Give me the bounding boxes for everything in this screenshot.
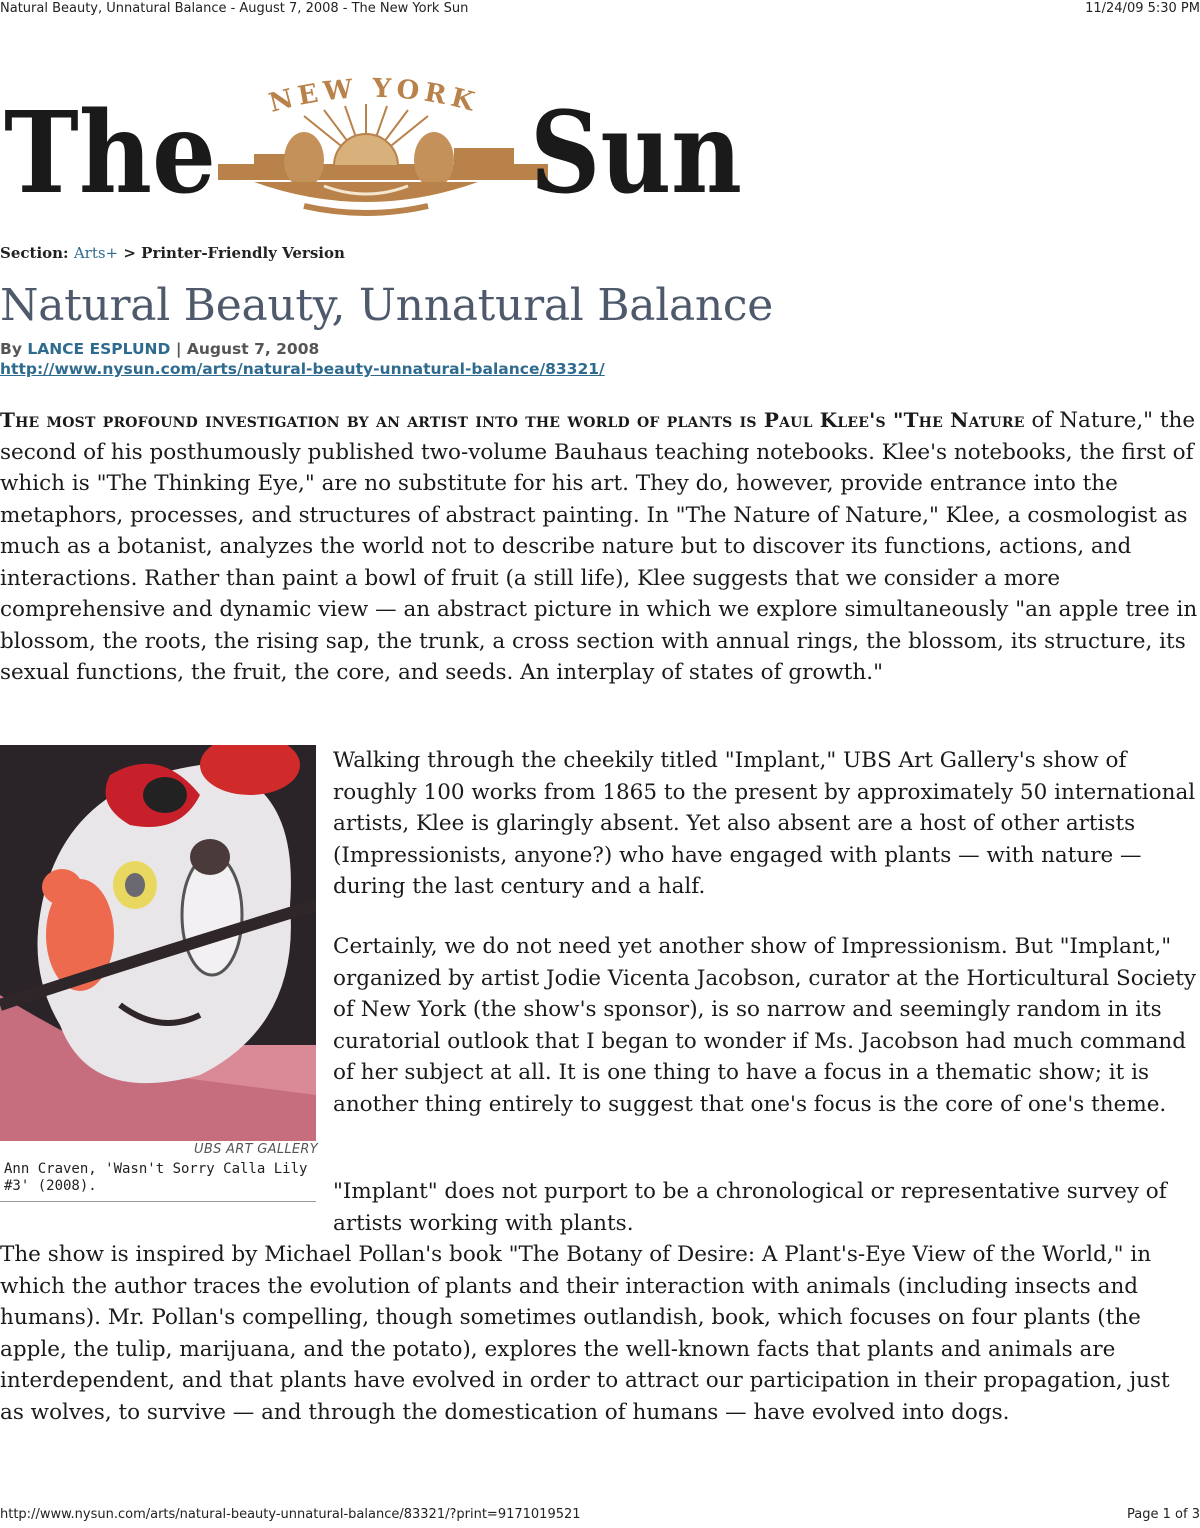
paragraph-2: Walking through the cheekily titled "Implant," UBS Art Gallery's show of roughly 100 works from 1865 to the present by approximately 50 international artists, Klee is glaringly absent. Yet also absent are a host of other artists (Impressionists, anyone?) who have engaged with plants — with nature — during the last century and a half. bbox=[333, 748, 1196, 899]
photo-credit: UBS ART GALLERY bbox=[194, 1142, 318, 1157]
print-header bbox=[0, 0, 1200, 20]
breadcrumb-link-arts[interactable]: Arts+ bbox=[73, 244, 119, 262]
print-header-timestamp: 11/24/09 5:30 PM bbox=[1085, 1, 1200, 16]
masthead-arch-text: NEW YORK bbox=[266, 74, 483, 119]
masthead-word-the: The bbox=[4, 88, 216, 219]
paragraph-4-start: "Implant" does not purport to be a chronological or representative survey of artists working with plants. bbox=[333, 1179, 1167, 1236]
breadcrumb-current: Printer-Friendly Version bbox=[141, 244, 345, 262]
masthead-emblem bbox=[218, 104, 548, 213]
print-header-title: Natural Beauty, Unnatural Balance - August 7, 2008 - The New York Sun bbox=[0, 1, 469, 16]
lead-smallcaps: The most profound investigation by an artist into the world of plants is Paul Klee's "The Nature bbox=[0, 408, 1025, 432]
lead-rest: of Nature," the second of his posthumously published two-volume Bauhaus teaching notebooks. Klee's notebooks, the first of which is "The Thinking Eye," are no substitute for his art. They do, however, provide entrance into the metaphors, processes, and structures of abstract painting. In "The Nature of Nature," Klee, a cosmologist as much as a botanist, analyzes the world not to describe nature but to discover its functions, actions, and interactions. Rather than paint a bowl of fruit (a still life), Klee suggests that we consider a more comprehensive and dynamic view — an abstract picture in which we explore simultaneously "an apple tree in blossom, the roots, the rising sap, the trunk, a cross section with annual rings, the blossom, its structure, its sexual functions, the fruit, the core, and seeds. An interplay of states of growth." bbox=[0, 408, 1198, 685]
author-link[interactable]: LANCE ESPLUND bbox=[27, 340, 171, 358]
print-footer-page: Page 1 of 3 bbox=[1127, 1507, 1200, 1522]
lead-paragraph bbox=[0, 405, 1200, 689]
painting-image[interactable] bbox=[0, 745, 316, 1141]
breadcrumb-separator: > bbox=[123, 244, 136, 262]
page-title: Natural Beauty, Unnatural Balance bbox=[0, 280, 774, 331]
breadcrumb-label: Section: bbox=[0, 244, 69, 262]
print-footer-url: http://www.nysun.com/arts/natural-beauty-unnatural-balance/83321/?print=9171019521 bbox=[0, 1507, 581, 1522]
paragraph-3: Certainly, we do not need yet another show of Impressionism. But "Implant," organized by artist Jodie Vicenta Jacobson, curator at the Horticultural Society of New York (the show's sponsor), is so narrow and seemingly random in its curatorial outlook that I began to wonder if Ms. Jacobson had much command of her subject at all. It is one thing to have a focus in a thematic show; it is another thing entirely to suggest that one's focus is the core of one's theme. bbox=[333, 934, 1197, 1117]
article-url-link[interactable]: http://www.nysun.com/arts/natural-beauty-unnatural-balance/83321/ bbox=[0, 360, 605, 378]
byline-by: By bbox=[0, 340, 22, 358]
byline-separator: | bbox=[175, 340, 182, 358]
breadcrumb bbox=[0, 244, 345, 262]
print-footer bbox=[0, 1507, 1200, 1527]
masthead-logo[interactable] bbox=[4, 74, 744, 222]
figure-caption: Ann Craven, 'Wasn't Sorry Calla Lily #3' (2008). bbox=[0, 1157, 316, 1202]
paragraph-4-continued: The show is inspired by Michael Pollan's book "The Botany of Desire: A Plant's-Eye View of the World," in which the author traces the evolution of plants and their interaction with animals (including insects and humans). Mr. Pollan's compelling, though sometimes outlandish, book, which focuses on four plants (the apple, the tulip, marijuana, and the potato), explores the well-known facts that plants and animals are interdependent, and that plants have evolved in order to attract our participation in their propagation, just as wolves, to survive — and through the domestication of humans — have evolved into dogs. bbox=[0, 1242, 1170, 1425]
article-figure bbox=[0, 745, 318, 1202]
byline bbox=[0, 340, 319, 358]
masthead-word-sun: Sun bbox=[530, 88, 742, 219]
article-date: August 7, 2008 bbox=[186, 340, 320, 358]
